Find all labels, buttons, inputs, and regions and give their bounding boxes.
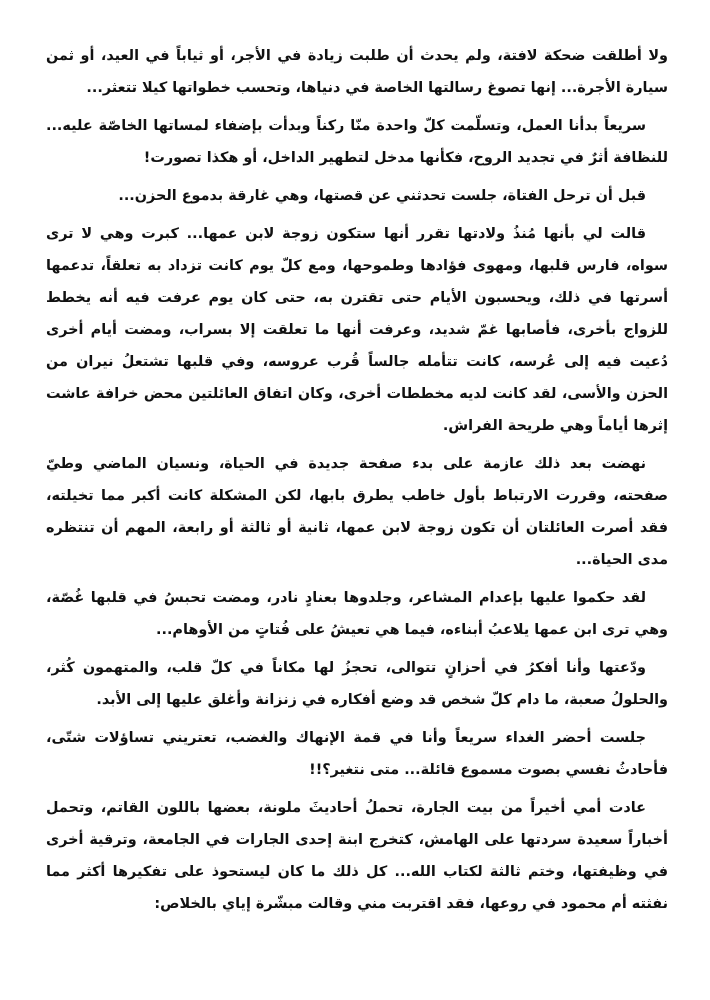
paragraph-6: لقد حكموا عليها بإعدام المشاعر، وجلدوها بعنادٍ نادر، ومضت تحبسُ في قلبها غُصّة، وهي ترى ابن عمها يلاعبُ أبناءه، فيما هي تعيشُ على فُتاتٍ من الأوهام...: [46, 590, 668, 638]
paragraph-8: جلست أحضر الغداء سريعاً وأنا في قمة الإنهاك والغضب، تعتريني تساؤلات شتّى، فأحادثُ نفسي بصوت مسموع قائلة... متى نتغير؟!!: [46, 730, 668, 778]
paragraph-3: قبل أن ترحل الفتاة، جلست تحدثني عن قصتها، وهي غارقة بدموع الحزن...: [118, 188, 646, 204]
paragraph-4: قالت لي بأنها مُنذُ ولادتها تقرر أنها ستكون زوجة لابن عمها... كبرت وهي لا ترى سواه، فارس قلبها، ومهوى فؤادها وطموحها، ومع كلّ يوم كانت تزداد به تعلقاً، تدعمها أسرتها في ذلك، ويحسبون الأيام حتى تقترن به، حتى كان يوم عرفت فيه أنه يخطط للزواج بأخرى، فأصابها غمّ شديد، وعرفت أنها ما تعلقت إلا بسراب، ومضت أيام أخرى دُعيت فيه إلى عُرسه، كانت تتأمله جالساً قُرب عروسه، وفي قلبها تشتعلُ نيران من الحزن والأسى، لقد كانت لديه مخططات أخرى، وكان اتفاق العائلتين محض خرافة عاشت إثرها أياماً وهي طريحة الفراش.: [46, 226, 668, 434]
paragraph-2: سريعاً بدأنا العمل، وتسلّمت كلّ واحدة منّا ركناً وبدأت بإضفاء لمساتها الخاصّة عليه... للنظافة أثرٌ في تجديد الروح، فكأنها مدخل لتطهير الداخل، أو هكذا تصورت!: [46, 118, 668, 166]
paragraph-7: ودّعتها وأنا أفكرُ في أحزانٍ تتوالى، تحجزُ لها مكاناً في كلّ قلب، والمتهمون كُثر، والحلولُ صعبة، ما دام كلّ شخص قد وضع أفكاره في زنزانة وأغلق عليها إلى الأبد.: [46, 660, 668, 708]
paragraph-1: ولا أطلقت ضحكة لافتة، ولم يحدث أن طلبت زيادة في الأجر، أو ثياباً في العيد، أو ثمن سيارة الأجرة... إنها تصوغ رسالتها الخاصة في دنياها، وتحسب خطواتها كيلا تتعثر...: [46, 48, 668, 96]
paragraph-5: نهضت بعد ذلك عازمة على بدء صفحة جديدة في الحياة، ونسيان الماضي وطيّ صفحته، وقررت الارتباط بأول خاطب يطرق بابها، لكن المشكلة كانت أكبر مما تخيلته، فقد أصرت العائلتان أن تكون زوجة لابن عمها، ثانية أو ثالثة أو رابعة، المهم أن تنتظره مدى الحياة...: [46, 456, 668, 568]
paragraph-9: عادت أمي أخيراً من بيت الجارة، تحملُ أحاديثَ ملونة، بعضها باللون القاتم، وتحمل أخباراً سعيدة سردتها على الهامش، كتخرج ابنة إحدى الجارات في الجامعة، وترقية أخرى في وظيفتها، وختم ثالثة لكتاب الله... كل ذلك ما كان ليستحوذ على تفكيرها أكثر مما نفثته أم محمود في روعها، فقد اقتربت مني وقالت مبشّرة إياي بالخلاص:: [46, 800, 668, 912]
